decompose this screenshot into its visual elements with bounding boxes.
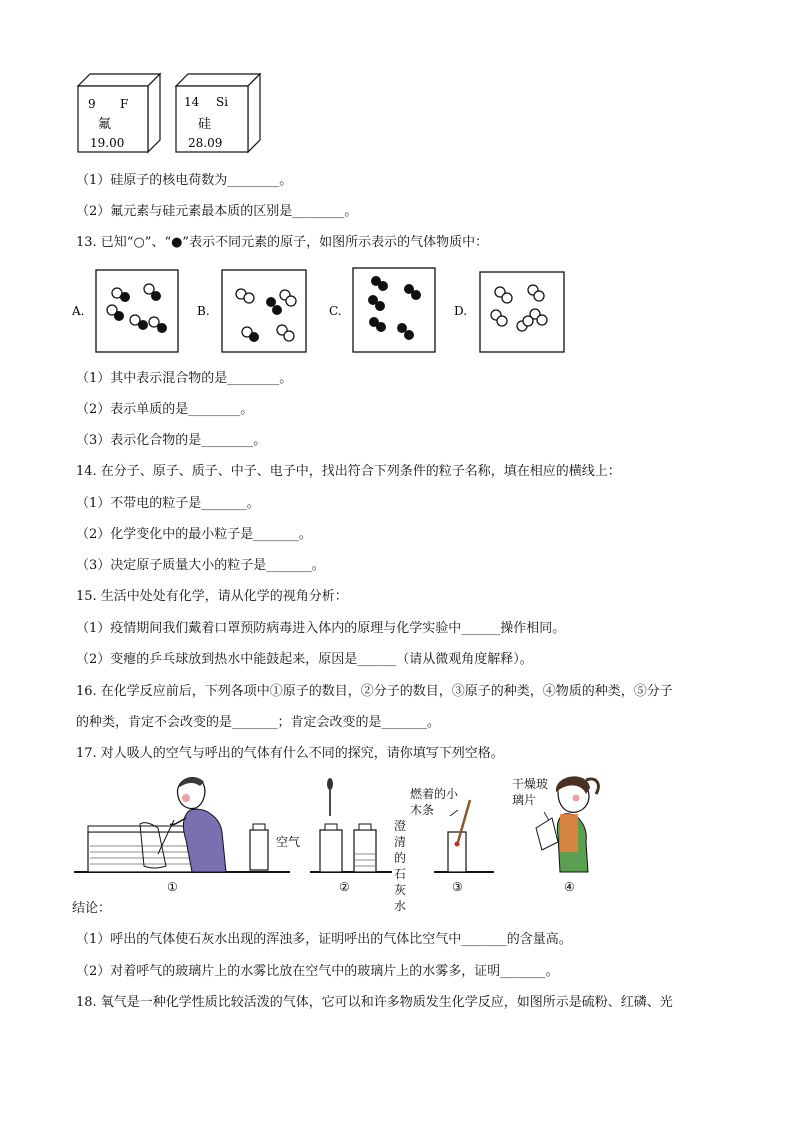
q17-item2: （2）对着呼气的玻璃片上的水雾比放在空气中的玻璃片上的水雾多，证明_______。: [76, 964, 559, 979]
option-c-label: C.: [329, 304, 342, 318]
q14-item2: （2）化学变化中的最小粒子是_______。: [76, 527, 312, 542]
q13-stem: 13. 已知“○”、“●”表示不同元素的原子，如图所示表示的气体物质中：: [76, 235, 489, 250]
box-d: [480, 272, 564, 352]
q14-item1: （1）不带电的粒子是_______。: [76, 496, 260, 511]
label-burning-stick: 燃着的小木条: [410, 787, 459, 817]
option-d-label: D.: [454, 304, 468, 318]
fluorine-symbol: F: [120, 97, 129, 111]
box-b: [222, 270, 306, 352]
box-c: [353, 268, 435, 352]
element-cards-figure: [74, 70, 274, 156]
label-dry-glass: 干燥玻璃片: [512, 777, 549, 807]
q12-item1: （1）硅原子的核电荷数为________。: [76, 173, 293, 188]
panel-3-number: ③: [452, 880, 463, 894]
panel-4-glass-plate: [512, 776, 598, 872]
panel-1-water-trough: [74, 777, 300, 872]
label-limewater: 澄清的石灰水: [394, 819, 407, 913]
fluorine-name: 氟: [98, 117, 112, 132]
q18-line1: 18. 氧气是一种化学性质比较活泼的气体，它可以和许多物质发生化学反应，如图所示是硫粉、红磷、光: [76, 995, 673, 1010]
panel-2-number: ②: [339, 880, 350, 894]
panel-4-number: ④: [564, 880, 575, 894]
label-air-1: 空气: [276, 835, 301, 849]
silicon-name: 硅: [198, 117, 212, 132]
fluorine-mass: 19.00: [90, 136, 125, 150]
q14-stem: 14. 在分子、原子、质子、中子、电子中，找出符合下列条件的粒子名称，填在相应的横线上：: [76, 464, 621, 479]
q15-stem: 15. 生活中处处有化学，请从化学的视角分析：: [76, 589, 348, 604]
panel-2-limewater: [310, 778, 414, 913]
panel-1-number: ①: [167, 880, 178, 894]
option-a-label: A.: [72, 304, 85, 318]
molecule-options-figure: [70, 266, 590, 358]
q15-item1: （1）疫情期间我们戴着口罩预防病毒进入体内的原理与化学实验中______操作相同。: [76, 621, 566, 636]
silicon-mass: 28.09: [188, 136, 223, 150]
q15-item2: （2）变瘪的乒乓球放到热水中能鼓起来，原因是______（请从微观角度解释）。: [76, 652, 533, 667]
q17-conclusion: 结论：: [72, 901, 112, 916]
q17-item1: （1）呼出的气体使石灰水出现的浑浊多，证明呼出的气体比空气中_______的含量高。: [76, 932, 572, 947]
q16-line2: 的种类，肯定不会改变的是_______；肯定会改变的是_______。: [76, 715, 441, 730]
fluorine-number: 9: [88, 97, 96, 111]
q13-item3: （3）表示化合物的是________。: [76, 433, 267, 448]
q14-item3: （3）决定原子质量大小的粒子是_______。: [76, 558, 325, 573]
q13-item2: （2）表示单质的是________。: [76, 402, 254, 417]
panel-3-burning-stick: [410, 786, 494, 872]
element-card-silicon: [176, 74, 260, 152]
q17-stem: 17. 对人吸人的空气与呼出的气体有什么不同的探究，请你填写下列空格。: [76, 746, 504, 761]
silicon-number: 14: [184, 95, 200, 109]
q12-item2: （2）氟元素与硅元素最本质的区别是________。: [76, 204, 358, 219]
element-card-fluorine: [78, 74, 160, 152]
box-a: [96, 270, 178, 352]
silicon-symbol: Si: [216, 95, 229, 109]
q13-item1: （1）其中表示混合物的是________。: [76, 371, 293, 386]
option-b-label: B.: [197, 304, 210, 318]
q16-line1: 16. 在化学反应前后，下列各项中①原子的数目，②分子的数目，③原子的种类，④物质的种类，⑤分子: [76, 684, 673, 699]
